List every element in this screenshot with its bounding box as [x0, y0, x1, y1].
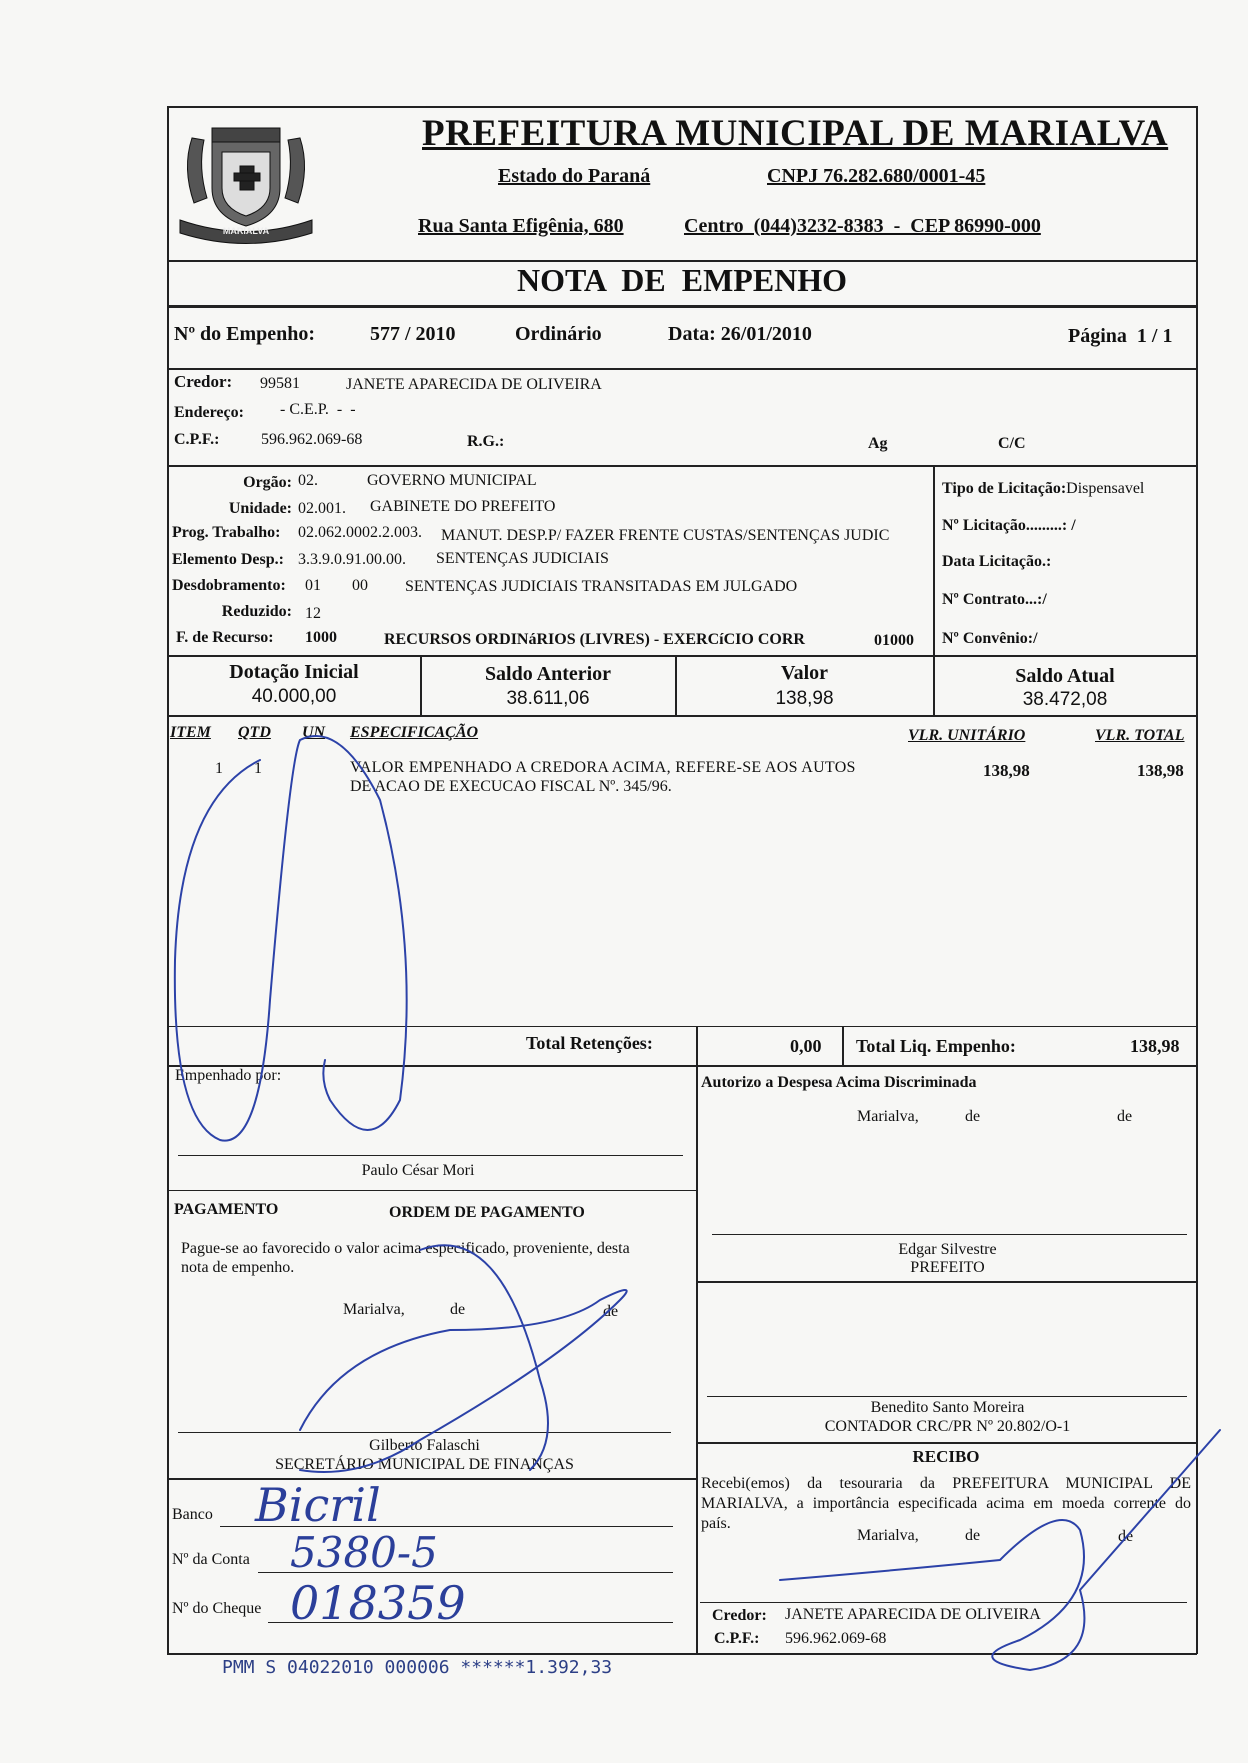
pagamento-city: Marialva,: [343, 1301, 405, 1318]
items-header-qtd: QTD: [238, 724, 271, 741]
prog-code: 02.062.0002.2.003.: [298, 524, 422, 541]
recibo-text-3: país.: [701, 1515, 731, 1532]
items-header-unit: VLR. UNITÁRIO: [908, 727, 1026, 744]
cheque-label: Nº do Cheque: [172, 1600, 262, 1617]
empenhado-label: Empenhado por:: [175, 1067, 282, 1084]
page-number: Página 1 / 1: [1068, 325, 1173, 347]
desd-code2: 00: [352, 577, 368, 594]
recibo-cpf: 596.962.069-68: [785, 1630, 887, 1647]
total-liq-value: 138,98: [1130, 1036, 1180, 1056]
prefeitura-title: PREFEITURA MUNICIPAL DE MARIALVA: [422, 113, 1169, 154]
dotacao-value: 40.000,00: [251, 686, 337, 707]
unidade-code: 02.001.: [298, 500, 346, 517]
conta-label: Nº da Conta: [172, 1551, 250, 1568]
secretario-role: SECRETÁRIO MUNICIPAL DE FINANÇAS: [275, 1456, 574, 1473]
ag-label: Ag: [868, 435, 888, 452]
pagamento-text-1: Pague-se ao favorecido o valor acima especificado, proveniente, desta: [181, 1240, 630, 1257]
recibo-de-1: de: [965, 1527, 981, 1544]
cnpj: CNPJ 76.282.680/0001-45: [767, 165, 986, 187]
state-name: Estado do Paraná: [498, 165, 651, 187]
pagamento-de-2: de: [603, 1303, 619, 1320]
signature-secretario: [300, 1245, 627, 1472]
item-total-value: 138,98: [1137, 761, 1184, 780]
pagamento-label: PAGAMENTO: [174, 1201, 279, 1218]
recibo-city: Marialva,: [857, 1527, 919, 1544]
rg-label: R.G.:: [467, 433, 505, 450]
secretario-name: Gilberto Falaschi: [369, 1437, 480, 1454]
desd-code1: 01: [305, 577, 321, 594]
credor-code: 99581: [260, 375, 300, 392]
empenho-num: 577 / 2010: [370, 323, 456, 345]
cc-label: C/C: [998, 435, 1026, 452]
rec-name: RECURSOS ORDINáRIOS (LIVRES) - EXERCíCIO CORR: [384, 631, 805, 648]
rec-code: 1000: [305, 629, 337, 646]
address-value: - C.E.P. - -: [280, 401, 356, 418]
items-header-total: VLR. TOTAL: [1095, 727, 1185, 744]
dotacao-label: Dotação Inicial: [229, 661, 359, 683]
recibo-cpf-label: C.P.F.:: [714, 1630, 760, 1647]
contador-role: CONTADOR CRC/PR Nº 20.802/O-1: [824, 1418, 1071, 1435]
empenho-num-label: Nº do Empenho:: [174, 323, 316, 345]
doc-title: NOTA DE EMPENHO: [516, 262, 848, 298]
item-number: 1: [215, 760, 223, 777]
prefeito-name: Edgar Silvestre: [898, 1241, 997, 1258]
licit-contrato: Nº Contrato...:/: [942, 591, 1047, 608]
atual-label: Saldo Atual: [1015, 665, 1115, 687]
licit-tipo: Tipo de Licitação:Dispensavel: [942, 480, 1145, 497]
orgao-code: 02.: [298, 472, 318, 489]
total-ret-label: Total Retenções:: [526, 1033, 653, 1053]
recibo-text-1: Recebi(emos) da tesouraria da PREFEITURA MUNICIPAL DE: [701, 1475, 1191, 1492]
unidade-name: GABINETE DO PREFEITO: [370, 498, 556, 515]
licit-num: Nº Licitação.........: /: [942, 517, 1076, 534]
contact: Centro (044)3232-8383 - CEP 86990-000: [684, 215, 1041, 237]
licit-data: Data Licitação.:: [942, 553, 1052, 570]
signature-empenhado: [175, 736, 407, 1141]
total-liq-label: Total Liq. Empenho:: [856, 1036, 1016, 1056]
ordem-pagamento-label: ORDEM DE PAGAMENTO: [389, 1204, 585, 1221]
autorizo-de-1: de: [965, 1108, 981, 1125]
orgao-label: Orgão:: [243, 474, 292, 491]
reduz-value: 12: [305, 605, 321, 622]
banco-label: Banco: [172, 1506, 213, 1523]
prog-label: Prog. Trabalho:: [172, 524, 281, 541]
items-header-spec: ESPECIFICAÇÃO: [350, 724, 479, 741]
cheque-value: 018359: [290, 1576, 466, 1630]
empenhado-name: Paulo César Mori: [361, 1162, 475, 1179]
cpf-value: 596.962.069-68: [261, 431, 363, 448]
unidade-label: Unidade:: [228, 500, 292, 517]
machine-stamp: PMM S 04022010 000006 ******1.392,33: [222, 1657, 613, 1678]
elem-name: SENTENÇAS JUDICIAIS: [436, 550, 609, 567]
desd-label: Desdobramento:: [172, 577, 286, 594]
recibo-credor-name: JANETE APARECIDA DE OLIVEIRA: [785, 1606, 1041, 1623]
pagamento-de-1: de: [450, 1301, 466, 1318]
recibo-credor-label: Credor:: [712, 1607, 767, 1624]
autorizo-label: Autorizo a Despesa Acima Discriminada: [701, 1074, 977, 1091]
elem-label: Elemento Desp.:: [172, 551, 284, 568]
items-header-item: ITEM: [170, 724, 211, 741]
elem-code: 3.3.9.0.91.00.00.: [298, 551, 406, 568]
item-spec-line2: DE ACAO DE EXECUCAO FISCAL Nº. 345/96.: [350, 778, 672, 795]
conta-value: 5380-5: [290, 1528, 438, 1577]
cpf-label: C.P.F.:: [174, 431, 220, 448]
item-qtd: 1: [254, 760, 262, 777]
autorizo-city: Marialva,: [857, 1108, 919, 1125]
address: Rua Santa Efigênia, 680: [418, 215, 624, 237]
desd-name: SENTENÇAS JUDICIAIS TRANSITADAS EM JULGADO: [405, 578, 798, 595]
licit-convenio: Nº Convênio:/: [942, 630, 1038, 647]
contador-name: Benedito Santo Moreira: [870, 1399, 1025, 1416]
atual-value: 38.472,08: [1022, 689, 1108, 710]
pagamento-text-2: nota de empenho.: [181, 1259, 295, 1276]
rec-label: F. de Recurso:: [176, 629, 274, 646]
item-spec-line1: VALOR EMPENHADO A CREDORA ACIMA, REFERE-SE AOS AUTOS: [350, 759, 856, 776]
empenho-date: Data: 26/01/2010: [668, 323, 812, 345]
recibo-title: RECIBO: [912, 1447, 980, 1466]
anterior-label: Saldo Anterior: [484, 663, 612, 685]
licit-tipo-value: Dispensavel: [1066, 480, 1145, 497]
recibo-de-2: de: [1118, 1528, 1134, 1545]
rec-code2: 01000: [874, 632, 914, 649]
credor-label: Credor:: [174, 372, 233, 391]
address-label: Endereço:: [174, 404, 244, 421]
crest-text: MARIALVA: [222, 226, 270, 236]
anterior-value: 38.611,06: [506, 688, 590, 709]
orgao-name: GOVERNO MUNICIPAL: [367, 472, 537, 489]
credor-name: JANETE APARECIDA DE OLIVEIRA: [346, 376, 602, 393]
banco-value: Bicril: [255, 1478, 381, 1532]
reduz-label: Reduzido:: [221, 603, 292, 620]
recibo-text-2: MARIALVA, a importância especificada acima em moeda corrente do: [701, 1495, 1191, 1512]
items-header-un: UN: [302, 724, 326, 741]
empenho-type: Ordinário: [515, 323, 602, 345]
prefeito-role: PREFEITO: [910, 1259, 985, 1276]
item-unit-value: 138,98: [983, 761, 1030, 780]
signature-recibo: [780, 1430, 1220, 1670]
prog-name: MANUT. DESP.P/ FAZER FRENTE CUSTAS/SENTENÇAS JUDIC: [441, 527, 890, 544]
total-ret-value: 0,00: [790, 1036, 822, 1056]
valor-label: Valor: [780, 662, 829, 684]
valor-value: 138,98: [775, 688, 834, 709]
autorizo-de-2: de: [1117, 1108, 1133, 1125]
